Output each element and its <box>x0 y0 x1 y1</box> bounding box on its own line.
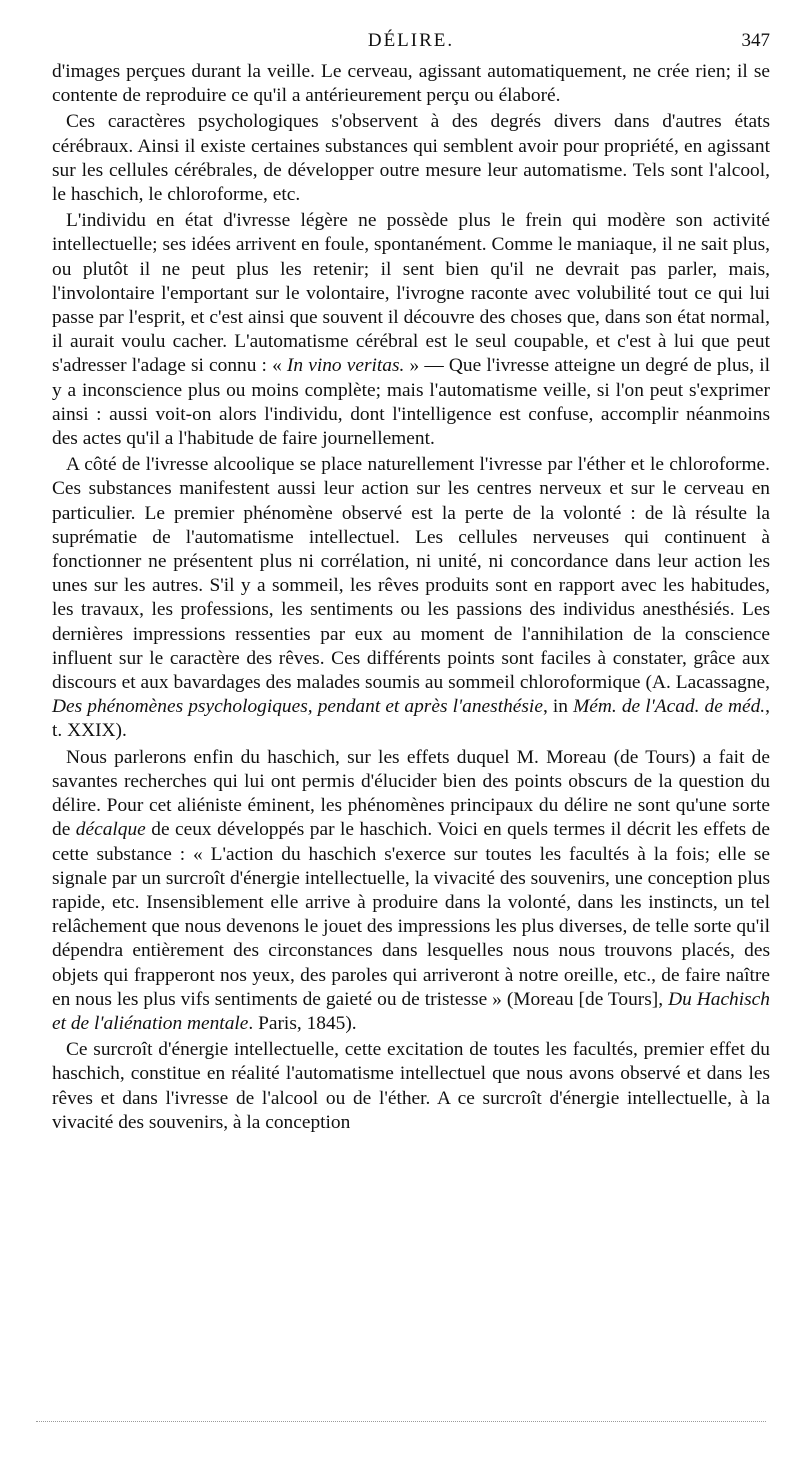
text-run: Ce surcroît d'énergie intellectuelle, cette excitation de toutes les facultés, premier effet du haschich, constitue en réalité l'automatisme intellectuel que nous avons observé et dans les rêves et dans l'ivresse de l'alcool ou de l'éther. A ce surcroît d'énergie intellectuelle, à la vivacité des souvenirs, à la conception <box>52 1039 770 1133</box>
italic-text: Des phénomènes psychologiques, pendant et après l'anesthésie <box>52 696 543 718</box>
text-run: . Paris, 1845). <box>248 1012 357 1034</box>
running-head <box>52 30 770 54</box>
text-run: L'individu en état d'ivresse légère ne possède plus le frein qui modère son activité intellectuelle; ses idées arrivent en foule, spontanément. Comme le maniaque, il ne sait plus, ou plutôt il ne peut plus les retenir; il sent bien qu'il ne devrait pas parler, mais, l'involontaire l'emportant sur le volontaire, l'ivrogne raconte avec volubilité tout ce qui lui passe par l'esprit, et c'est ainsi que souvent il découvre des choses que, dans son état normal, il aurait voulu cacher. L'automatisme cérébral est le seul coupable, et c'est à lui que peut s'adresser l'adage si connu : « <box>52 210 770 377</box>
text-run: » — Que l'ivresse atteigne un degré de plus, il y a inconscience plus ou moins complète; mais l'automatisme veille, si l'on peut s'exprimer ainsi : aussi voit-on alors l'individu, dont l'intelligence est confuse, accomplir néanmoins des actes qu'il a l'habitude de faire journellement. <box>52 355 770 450</box>
italic-text: In vino veritas. <box>286 355 405 377</box>
text-run: Nous parlerons enfin du haschich, sur les effets duquel M. Moreau (de Tours) a fait de savantes recherches qui lui ont permis d'élucider bien des points obscurs de la question du délire. Pour cet aliéniste éminent, les phénomènes principaux du délire ne sont qu'une sorte de <box>52 746 770 841</box>
paragraph <box>52 110 770 207</box>
italic-text: Mém. de l'Acad. de méd. <box>573 696 766 718</box>
paragraph <box>52 60 770 108</box>
paragraph <box>52 746 770 1036</box>
text-run: , t. XXIX). <box>52 696 770 742</box>
text-run: d'images perçues durant la veille. Le cerveau, agissant automatiquement, ne crée rien; il se contente de reproduire ce qu'il a antérieurement perçu ou élaboré. <box>52 61 770 107</box>
paragraph <box>52 453 770 743</box>
italic-text: décalque <box>75 819 146 841</box>
page-number: 347 <box>741 30 770 51</box>
body-text <box>52 60 770 1135</box>
running-title: DÉLIRE. <box>367 30 455 51</box>
italic-text: Du Hachisch et de l'aliénation mentale <box>52 988 770 1034</box>
footer-rule <box>36 1421 766 1422</box>
paragraph <box>52 1038 770 1135</box>
paragraph <box>52 209 770 451</box>
text-run: , in <box>542 696 574 718</box>
text-run: Ces caractères psychologiques s'observent à des degrés divers dans d'autres états cérébraux. Ainsi il existe certaines substances qui semblent avoir pour propriété, en agissant sur les cellules cérébrales, de développer outre mesure leur automatisme. Tels sont l'alcool, le haschich, le chloroforme, etc. <box>52 111 770 206</box>
text-run: de ceux développés par le haschich. Voici en quels termes il décrit les effets de cette substance : « L'action du haschich s'exerce sur toutes les facultés à la fois; elle se signale par un surcroît d'énergie intellectuelle, la vivacité des souvenirs, une conception plus rapide, etc. Insensiblement elle arrive à produire dans la volonté, dans les instincts, un tel relâchement que nous devenons le jouet des impressions les plus diverses, de telle sorte qu'il dépendra entièrement des circonstances dans lesquelles nous nous trouvons placés, des objets qui frapperont nos yeux, des paroles qui arriveront à notre oreille, etc., de faire naître en nous les plus vifs sentiments de gaieté ou de tristesse » (Moreau [de Tours], <box>52 819 771 1010</box>
text-run: A côté de l'ivresse alcoolique se place naturellement l'ivresse par l'éther et le chloroforme. Ces substances manifestent aussi leur action sur les centres nerveux et sur le cerveau en particulier. Le premier phénomène observé est la perte de la volonté : de là résulte la suprématie de l'automatisme intellectuel. Les cellules nerveuses qui continuent à fonctionner ne présentent plus ni corrélation, ni unité, ni concordance dans leur action les unes sur les autres. S'il y a sommeil, les rêves produits sont en rapport avec les habitudes, les travaux, les professions, les sentiments ou les passions des individus anesthésiés. Les dernières impressions ressenties par eux au moment de l'annihilation de la conscience influent sur le caractère des rêves. Ces différents points sont faciles à constater, grâce aux discours et aux bavardages des malades soumis au sommeil chloroformique (A. Lacassagne, <box>52 454 770 694</box>
